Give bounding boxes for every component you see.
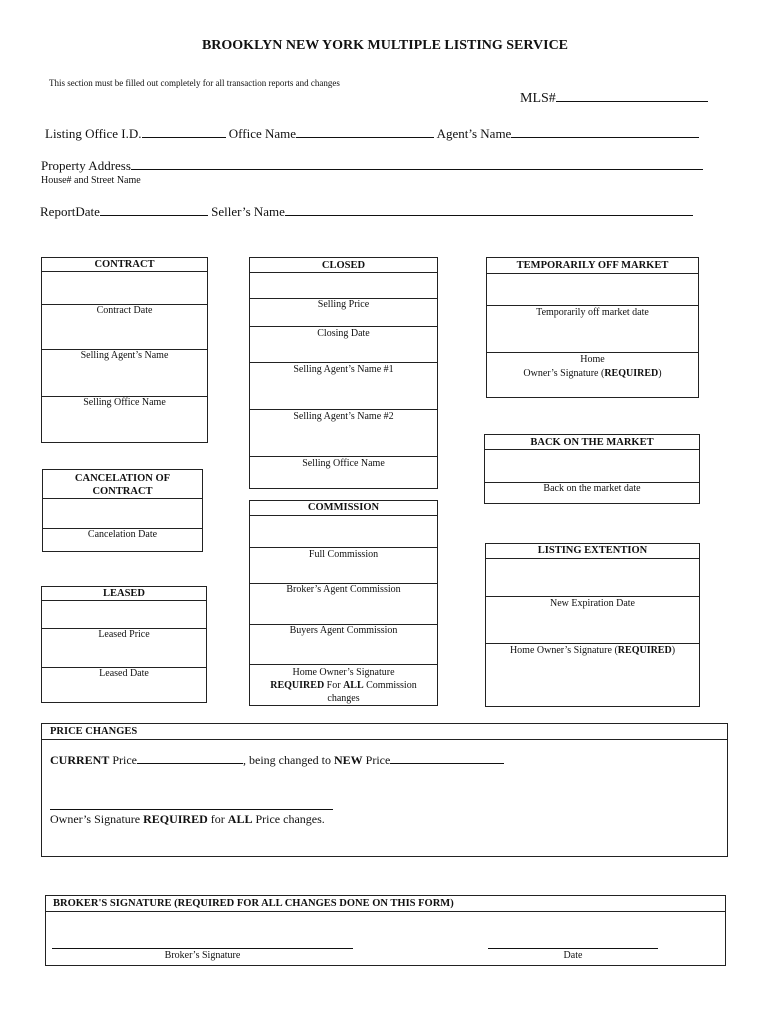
commission-for: For [326,680,341,691]
leased-date-label: Leased Date [99,668,149,679]
back-on-date-label: Back on the market date [543,483,641,494]
cancelation-section [42,469,203,552]
report-row [40,204,693,220]
current-label: CURRENT [50,753,110,767]
closed-selling-office-cell[interactable] [250,456,437,469]
listing-ext-signature-text [486,645,699,656]
current-price-input[interactable] [137,752,243,764]
selling-price-cell[interactable] [250,298,437,310]
seller-name-input[interactable] [285,204,693,216]
broker-agent-commission-cell[interactable] [250,583,437,595]
commission-sig-line1: Home Owner’s Signature [292,667,395,678]
selling-agent-1-cell[interactable] [250,362,437,375]
price-changes-title: PRICE CHANGES [42,724,727,740]
listing-ext-owner-sig: Home Owner’s Signature ( [509,645,618,656]
leased-section [41,586,207,703]
agent-name-label: Agent’s Name [436,126,512,141]
commission-required: REQUIRED [270,680,325,691]
property-address-label: Property Address [41,158,131,173]
new-price-label: Price [365,753,391,767]
buyers-agent-commission-cell[interactable] [250,624,437,636]
temp-off-owner-line [487,367,698,381]
temp-off-date-cell[interactable] [487,305,698,318]
cancelation-title-line2: CONTRACT [92,486,153,497]
cancelation-date-label: Cancelation Date [87,529,158,540]
closed-section [249,257,438,489]
broker-signature-section [45,895,726,966]
buyers-agent-commission-label: Buyers Agent Commission [289,625,398,636]
commission-rest: Commission [366,680,417,691]
being-changed-label: , being changed to [243,753,331,767]
contract-selling-office-cell[interactable] [42,396,207,408]
mls-input-line[interactable] [556,90,708,102]
listing-extension-title: LISTING EXTENTION [486,544,699,559]
listing-extension-section [485,543,700,707]
selling-agent-1-label: Selling Agent’s Name #1 [293,364,394,375]
closing-date-label: Closing Date [317,328,370,339]
report-date-input[interactable] [100,204,208,216]
contract-date-label: Contract Date [96,305,153,316]
current-price-label: Price [112,753,137,767]
selling-agent-2-cell[interactable] [250,409,437,422]
price-owner-signature-line[interactable] [50,809,333,810]
back-on-market-section [484,434,700,504]
contract-selling-office-label: Selling Office Name [83,397,166,408]
temp-off-signature-text [487,353,698,381]
broker-agent-commission-label: Broker’s Agent Commission [286,584,401,595]
temp-off-signature-cell[interactable] [487,352,698,379]
price-change-line [50,752,504,768]
listing-ext-signature-cell[interactable] [486,643,699,656]
leased-price-label: Leased Price [98,629,150,640]
temp-off-market-title: TEMPORARILY OFF MARKET [487,258,698,274]
price-owner-signature-text [50,812,325,827]
commission-signature-text [250,666,437,705]
back-on-market-title: BACK ON THE MARKET [485,435,699,450]
new-expiration-cell[interactable] [486,596,699,609]
leased-price-cell[interactable] [42,628,206,640]
office-name-input[interactable] [296,126,434,138]
temp-off-close: ) [658,368,662,379]
new-label: NEW [333,753,363,767]
closed-selling-office-label: Selling Office Name [302,458,385,469]
mls-label: MLS# [520,91,556,106]
leased-date-cell[interactable] [42,667,206,679]
mls-field[interactable] [520,90,708,107]
temp-off-owner-sig: Owner’s Signature ( [523,368,605,379]
commission-sig-line2 [250,679,437,692]
agent-name-input[interactable] [511,126,699,138]
cancelation-title-line1: CANCELATION OF [74,473,171,484]
contract-date-cell[interactable] [42,304,207,316]
listing-office-id-label: Listing Office I.D. [45,126,142,141]
selling-price-label: Selling Price [317,299,370,310]
price-owner-sig-label: Owner’s Signature [50,812,141,826]
contract-section [41,257,208,443]
price-changes-section [41,723,728,857]
broker-signature-line[interactable] [52,948,353,949]
commission-section [249,500,438,706]
back-on-date-cell[interactable] [485,482,699,494]
temp-off-required: REQUIRED [604,368,659,379]
full-commission-cell[interactable] [250,547,437,560]
selling-agent-2-label: Selling Agent’s Name #2 [293,411,394,422]
closing-date-cell[interactable] [250,326,437,339]
property-address-row [41,158,703,174]
form-title: BROOKLYN NEW YORK MULTIPLE LISTING SERVICE [201,38,569,53]
commission-sig-line3: changes [327,693,360,704]
new-expiration-label: New Expiration Date [550,598,635,609]
broker-signature-label: Broker’s Signature [164,950,241,961]
office-name-label: Office Name [228,126,297,141]
listing-office-id-input[interactable] [142,126,226,138]
broker-date-line[interactable] [488,948,658,949]
price-required: REQUIRED [143,812,208,826]
listing-ext-close: ) [671,645,676,656]
closed-title: CLOSED [250,258,437,273]
contract-title: CONTRACT [42,258,207,272]
temp-off-home: Home [580,354,605,365]
price-all: ALL [227,812,253,826]
temp-off-date-label: Temporarily off market date [536,307,649,318]
commission-title: COMMISSION [250,501,437,516]
house-street-hint: House# and Street Name [41,175,141,186]
temp-off-market-section [486,257,699,398]
broker-signature-title: BROKER'S SIGNATURE (REQUIRED FOR ALL CHANGES DONE ON THIS FORM) [46,896,725,912]
leased-title: LEASED [42,587,206,601]
office-row [45,126,699,142]
property-address-input[interactable] [131,158,703,170]
cancelation-date-cell[interactable] [43,528,202,540]
listing-ext-required: REQUIRED [617,645,672,656]
commission-all: ALL [343,680,364,691]
cancelation-title [43,470,202,499]
full-commission-label: Full Commission [308,549,379,560]
instruction-note: This section must be filled out completely for all transaction reports and changes [49,78,340,88]
price-for: for [210,812,225,826]
price-rest: Price changes. [255,812,325,826]
broker-date-label: Date [563,950,583,961]
new-price-input[interactable] [390,752,504,764]
report-date-label: ReportDate [40,204,100,219]
contract-selling-agent-label: Selling Agent’s Name [80,350,169,361]
contract-selling-agent-cell[interactable] [42,349,207,361]
seller-name-label: Seller’s Name [211,204,285,219]
commission-signature-cell[interactable] [250,664,437,704]
